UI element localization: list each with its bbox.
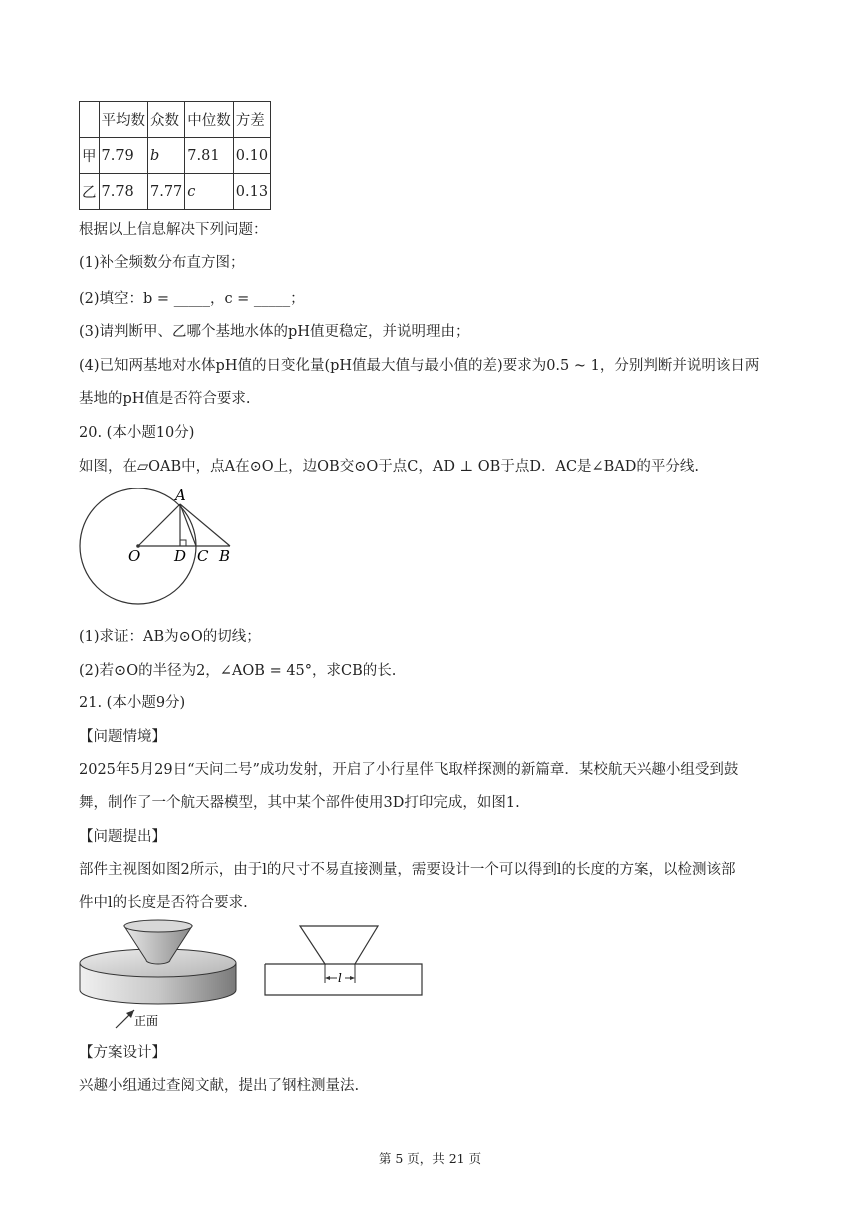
question-4-line1: (4)已知两基地对水体pH值的日变化量(pH值最大值与最小值的差)要求为0.5 ~ 1，分别判断并说明该日两 [79,358,760,374]
table-cell: 方差 [233,102,270,138]
front-label: 正面 [134,1014,159,1028]
situation-line2: 舞，制作了一个航天器模型，其中某个部件使用3D打印完成，如图1. [79,795,520,811]
table-cell: 甲 [80,138,100,174]
table-cell: 平均数 [99,102,148,138]
heading-problem: 【问题提出】 [79,829,166,845]
heading-design: 【方案设计】 [79,1045,166,1061]
table-cell: 中位数 [185,102,234,138]
label-b: B [219,547,231,565]
problem-20-title: 20. (本小题10分) [79,425,195,441]
question-4-line2: 基地的pH值是否符合要求. [79,391,251,407]
table-row [80,174,271,210]
model-3d-figure [74,918,244,1033]
design-text: 兴趣小组通过查阅文献，提出了钢柱测量法. [79,1078,360,1094]
table-row [80,138,271,174]
problem-line2: 件中l的长度是否符合要求. [79,895,248,911]
table-header-row [80,102,271,138]
table-cell: 众数 [148,102,185,138]
table-cell: 7.79 [99,138,148,174]
table-cell: 0.13 [233,174,270,210]
table-cell: 7.77 [148,174,185,210]
l-label: l [338,971,342,985]
label-a: A [175,488,186,504]
problem-20-q2: (2)若⊙O的半径为2，∠AOB = 45°，求CB的长. [79,663,397,679]
segment-oa [138,504,180,546]
heading-situation: 【问题情境】 [79,729,166,745]
table-cell [80,102,100,138]
front-view-figure [262,921,427,1001]
circle-tangent-figure [72,488,247,620]
problem-21-title: 21. (本小题9分) [79,695,186,711]
table-cell: c [185,174,234,210]
right-angle-mark [180,540,186,546]
problem-line1: 部件主视图如图2所示，由于l的尺寸不易直接测量，需要设计一个可以得到l的长度的方案，以检测该部 [79,862,736,878]
label-o: O [128,547,141,565]
problem-20-q1: (1)求证：AB为⊙O的切线； [79,629,261,645]
problem-20-stem: 如图，在▱OAB中，点A在⊙O上，边OB交⊙O于点C，AD ⊥ OB于点D．AC是∠BAD的平分线. [79,459,700,475]
question-1: (1)补全频数分布直方图； [79,255,245,271]
page-footer: 第 5 页，共 21 页 [378,1151,482,1166]
table-cell: 7.81 [185,138,234,174]
question-2: (2)填空：b = _____，c = _____； [79,291,305,307]
situation-line1: 2025年5月29日“天问二号”成功发射，开启了小行星伴飞取样探测的新篇章．某校航天兴趣小组受到鼓 [79,762,739,778]
table-cell: 7.78 [99,174,148,210]
question-3: (3)请判断甲、乙哪个基地水体的pH值更稳定，并说明理由； [79,324,470,340]
table-cell: 乙 [80,174,100,210]
label-c: C [197,547,209,565]
intro-text: 根据以上信息解决下列问题： [79,222,268,238]
label-d: D [174,547,187,565]
stats-table [79,101,271,210]
table-cell: b [148,138,185,174]
table-cell: 0.10 [233,138,270,174]
